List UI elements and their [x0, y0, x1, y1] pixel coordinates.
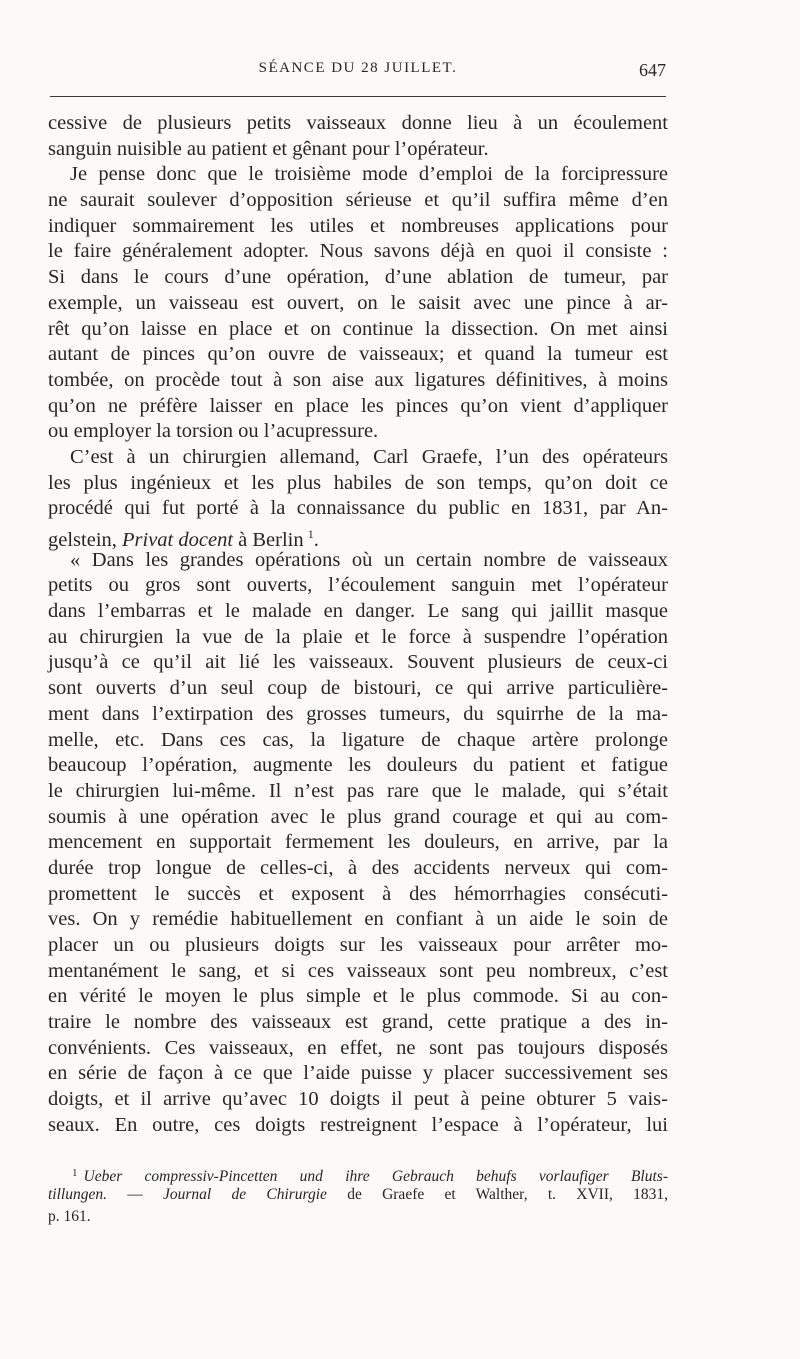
text-line: au chirurgien la vue de la plaie et le force à suspendre l’opération: [48, 625, 668, 648]
text-line: jusqu’à ce qu’il ait lié les vaisseaux. Souvent plusieurs de ceux-ci: [48, 651, 668, 674]
footnote-journal: Journal de Chirurgie: [163, 1186, 327, 1203]
footnote-line: [48, 1162, 668, 1184]
text-line: petits ou gros sont ouverts, l’écoulement sanguin met l’opérateur: [48, 574, 668, 597]
footnote-citation: de Graefe et Walther, t. XVII, 1831,: [326, 1186, 668, 1203]
text-line: dans l’embarras et le malade en danger. Le sang qui jaillit masque: [48, 600, 668, 623]
text-line: autant de pinces qu’on ouvre de vaisseaux; et quand la tumeur est: [48, 343, 668, 366]
running-header: [50, 60, 666, 90]
text-line: durée trop longue de celles-ci, à des accidents nerveux qui com-: [48, 856, 668, 879]
text-line: le chirurgien lui-même. Il n’est pas rare que le malade, qui s’était: [48, 779, 668, 802]
text-line: cessive de plusieurs petits vaisseaux donne lieu à un écoulement: [48, 112, 668, 134]
text-line: sont ouverts d’un seul coup de bistouri, ce qui arrive particulière-: [48, 677, 668, 700]
text-line: ves. On y remédie habituellement en confiant à un aide le soin de: [48, 908, 668, 931]
text-line: convénients. Ces vaisseaux, en effet, ne sont pas toujours disposés: [48, 1036, 668, 1059]
text-line: en série de façon à ce que l’aide puisse y placer successivement ses: [48, 1062, 668, 1085]
italic-term: Privat docent: [122, 528, 234, 551]
text-line: beaucoup l’opération, augmente les douleurs du patient et fatigue: [48, 754, 668, 777]
text-line: « Dans les grandes opérations où un certain nombre de vaisseaux: [70, 548, 668, 571]
text-line: melle, etc. Dans ces cas, la ligature de chaque artère prolonge: [48, 728, 668, 751]
text-line: rêt qu’on laisse en place et on continue la dissection. On met ainsi: [48, 317, 668, 340]
text-line: promettent le succès et exposent à des hémorrhagies consécuti-: [48, 882, 668, 905]
footnote-dash: —: [106, 1186, 163, 1203]
footnote-mark: 1: [72, 1167, 78, 1179]
text-line: exemple, un vaisseau est ouvert, on le saisit avec une pince à ar-: [48, 291, 668, 314]
text-line: le faire généralement adopter. Nous savons déjà en quoi il consiste :: [48, 240, 668, 263]
text-span: à Berlin: [238, 528, 304, 551]
text-line: indiquer sommairement les utiles et nombreuses applications pour: [48, 214, 668, 237]
text-line: traire le nombre des vaisseaux est grand, cette pratique a des in-: [48, 1011, 668, 1034]
text-line: ou employer la torsion ou l’acupressure.: [48, 420, 379, 443]
text-line: mencement en supportait fermement les douleurs, en arrive, par la: [48, 831, 668, 854]
text-line: procédé qui fut porté à la connaissance du public en 1831, par An-: [48, 497, 668, 520]
text-line: qu’on ne préfère laisser en place les pinces qu’on vient d’appliquer: [48, 394, 668, 417]
text-line: C’est à un chirurgien allemand, Carl Graefe, l’un des opérateurs: [70, 445, 668, 468]
text-line: seaux. En outre, ces doigts restreignent l’espace à l’opérateur, lui: [48, 1113, 668, 1136]
footnote-line: [48, 1184, 668, 1206]
text-line: ment dans l’extirpation des grosses tumeurs, du squirrhe de la ma-: [48, 702, 668, 725]
text-line-with-footnote-ref: [48, 522, 668, 551]
page-number: 647: [639, 60, 666, 80]
footnote-title-cont: tillungen.: [48, 1186, 107, 1203]
text-line: doigts, et il arrive qu’avec 10 doigts il peut à peine obturer 5 vais-: [48, 1088, 668, 1111]
body-text: [48, 111, 668, 1139]
text-line: Je pense donc que le troisième mode d’emploi de la forcipressure: [70, 163, 668, 186]
text-line: en vérité le moyen le plus simple et le plus commode. Si au con-: [48, 985, 668, 1008]
text-line: Si dans le cours d’une opération, d’une ablation de tumeur, par: [48, 266, 668, 289]
text-line: ne saurait soulever d’opposition sérieuse et qu’il suffira même d’en: [48, 189, 668, 212]
text-line: les plus ingénieux et les plus habiles de son temps, qu’on doit ce: [48, 471, 668, 494]
text-line: placer un ou plusieurs doigts sur les vaisseaux pour arrêter mo-: [48, 934, 668, 956]
running-title: SÉANCE DU 28 JUILLET.: [258, 60, 458, 76]
text-line: sanguin nuisible au patient et gênant pour l’opérateur.: [48, 137, 489, 160]
text-line: soumis à une opération avec le plus grand courage et qui au com-: [48, 805, 668, 828]
footnote-title: Ueber compressiv-Pincetten und ihre Gebrauch behufs vorlaufiger Bluts-: [83, 1168, 668, 1185]
text-span: gelstein,: [48, 528, 117, 551]
text-span: .: [313, 528, 319, 551]
text-line: mentanément le sang, et si ces vaisseaux sont peu nombreux, c’est: [48, 959, 668, 982]
footnote-line: p. 161.: [48, 1208, 91, 1225]
text-line: tombée, on procède tout à son aise aux ligatures définitives, à moins: [48, 368, 668, 391]
footnote-ref[interactable]: 1: [307, 527, 314, 541]
header-rule: [50, 96, 666, 97]
footnotes: [48, 1162, 668, 1228]
